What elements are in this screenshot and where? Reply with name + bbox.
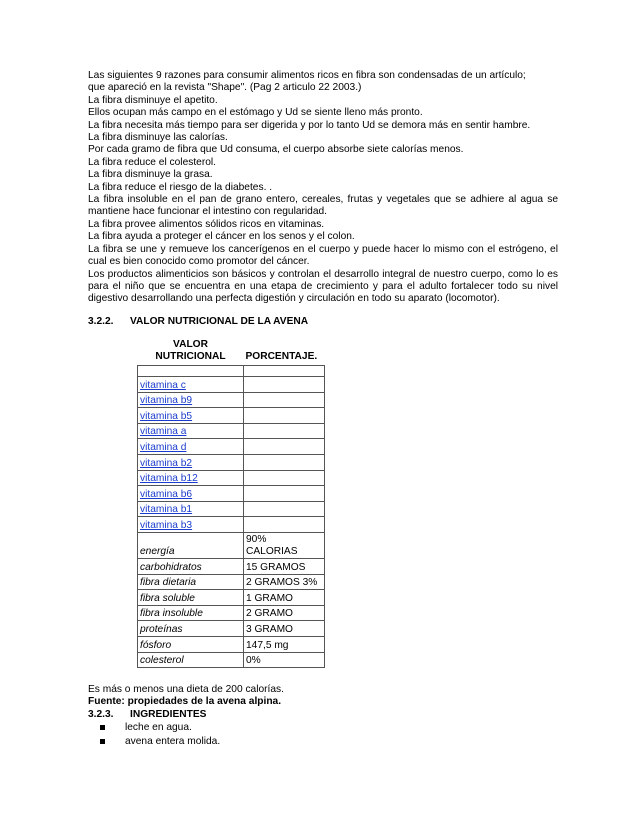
nutrient-value: 3 GRAMO xyxy=(244,621,325,637)
text-line: La fibra necesita más tiempo para ser digerida y por lo tanto Ud se demora más en sentir hambre. xyxy=(88,119,531,131)
table-row xyxy=(138,392,325,408)
text-line: La fibra disminuye las calorías. xyxy=(88,132,228,144)
table-row xyxy=(138,454,325,470)
header-line: NUTRICIONAL xyxy=(155,351,226,362)
header-line: VALOR xyxy=(173,339,208,350)
table-row xyxy=(138,517,325,533)
paragraph-productos: Los productos alimenticios son básicos y controlan el desarrollo integral de nuestro cuerpo, como lo es para el niño que se encuentra en una etapa de crecimiento y para el adulto fortalecer todo su nivel digestivo desarrollando una perfecta digestión y circulación en todo su aparato (locomotor). xyxy=(88,268,558,305)
vitamin-link[interactable]: vitamina a xyxy=(138,423,244,439)
table-row xyxy=(138,486,325,502)
nutrient-value: 1 GRAMO xyxy=(244,590,325,606)
table-row xyxy=(138,470,325,486)
nutrient-value: 0% xyxy=(244,652,325,668)
document-page xyxy=(88,70,558,328)
list-item xyxy=(88,721,558,735)
nutrient-name: fósforo xyxy=(138,636,244,652)
vitamin-link[interactable]: vitamina c xyxy=(138,377,244,393)
source-line: Fuente: propiedades de la avena alpina. xyxy=(88,696,282,708)
nutrient-name: fibra insoluble xyxy=(138,605,244,621)
nutrient-name: colesterol xyxy=(138,652,244,668)
header-valor-nutricional xyxy=(138,333,244,366)
header-porcentaje: PORCENTAJE. xyxy=(244,333,325,366)
table-row xyxy=(138,574,325,590)
nutrition-table xyxy=(137,333,325,668)
vitamin-link[interactable]: vitamina b1 xyxy=(138,501,244,517)
nutrient-name: proteínas xyxy=(138,621,244,637)
value-line: CALORIAS xyxy=(246,545,298,557)
text-line: La fibra disminuye el apetito. xyxy=(88,94,218,106)
nutrient-name: energía xyxy=(138,532,244,558)
table-row xyxy=(138,532,325,558)
table-row xyxy=(138,439,325,455)
paragraph-estrogeno: La fibra se une y remueve los cancerígenos en el cuerpo y puede hacer lo mismo con el estrógeno, el cual es bien conocido como promotor del cáncer. xyxy=(88,243,558,268)
section-heading-322 xyxy=(88,316,558,328)
paragraph-insoluble: La fibra insoluble en el pan de grano entero, cereales, frutas y vegetales que se adhiere al agua se mantiene hace funcionar el intestino con regularidad. xyxy=(88,194,558,218)
list-item xyxy=(88,735,558,749)
section-title: INGREDIENTES xyxy=(130,708,207,720)
text-line: La fibra provee alimentos sólidos ricos en vitaminas. xyxy=(88,218,325,230)
vitamin-link[interactable]: vitamina b3 xyxy=(138,517,244,533)
ingredient-text: leche en agua. xyxy=(125,722,192,734)
table-header-row xyxy=(138,333,325,366)
nutrient-value: 15 GRAMOS xyxy=(244,558,325,574)
table-row xyxy=(138,590,325,606)
ingredients-list xyxy=(88,721,558,749)
table-row xyxy=(138,366,325,377)
section-heading-323 xyxy=(88,709,558,721)
table-row xyxy=(138,501,325,517)
vitamin-link[interactable]: vitamina b5 xyxy=(138,408,244,424)
value-line: 90% xyxy=(246,533,267,545)
vitamin-link[interactable]: vitamina b2 xyxy=(138,454,244,470)
table-row xyxy=(138,558,325,574)
table-row xyxy=(138,621,325,637)
table-row xyxy=(138,636,325,652)
text-line: La fibra reduce el colesterol. xyxy=(88,156,216,168)
text-line: Por cada gramo de fibra que Ud consuma, el cuerpo absorbe siete calorías menos. xyxy=(88,144,464,156)
table-row xyxy=(138,605,325,621)
section-number: 3.2.2. xyxy=(88,315,114,327)
section-title: VALOR NUTRICIONAL DE LA AVENA xyxy=(130,315,309,327)
text-line: La fibra reduce el riesgo de la diabetes. . xyxy=(88,181,273,193)
vitamin-link[interactable]: vitamina b6 xyxy=(138,486,244,502)
bullet-icon xyxy=(100,739,105,744)
ingredient-text: avena entera molida. xyxy=(125,736,221,748)
nutrient-value: 147,5 mg xyxy=(244,636,325,652)
after-table-section xyxy=(88,684,558,750)
vitamin-link[interactable]: vitamina b9 xyxy=(138,392,244,408)
section-number: 3.2.3. xyxy=(88,708,114,720)
nutrient-value: 2 GRAMOS 3% xyxy=(244,574,325,590)
text-line: Ellos ocupan más campo en el estómago y Ud se siente lleno más pronto. xyxy=(88,107,423,119)
nutrient-value: 2 GRAMO xyxy=(244,605,325,621)
nutrient-name: carbohidratos xyxy=(138,558,244,574)
vitamin-link[interactable]: vitamina d xyxy=(138,439,244,455)
text-line: La fibra ayuda a proteger el cáncer en los senos y el colon. xyxy=(88,231,355,243)
nutrient-value xyxy=(244,532,325,558)
nutrient-name: fibra dietaria xyxy=(138,574,244,590)
table-row xyxy=(138,377,325,393)
table-row xyxy=(138,423,325,439)
nutrient-name: fibra soluble xyxy=(138,590,244,606)
vitamin-link[interactable]: vitamina b12 xyxy=(138,470,244,486)
table-row xyxy=(138,652,325,668)
text-line: La fibra disminuye la grasa. xyxy=(88,169,213,181)
text-line: que apareció en la revista "Shape". (Pag 2 articulo 22 2003.) xyxy=(88,82,362,94)
bullet-icon xyxy=(100,725,105,730)
intro-section xyxy=(88,70,558,306)
text-line: Las siguientes 9 razones para consumir alimentos ricos en fibra son condensadas de un artículo; xyxy=(88,70,526,81)
table-row xyxy=(138,408,325,424)
diet-note: Es más o menos una dieta de 200 calorías. xyxy=(88,684,284,695)
